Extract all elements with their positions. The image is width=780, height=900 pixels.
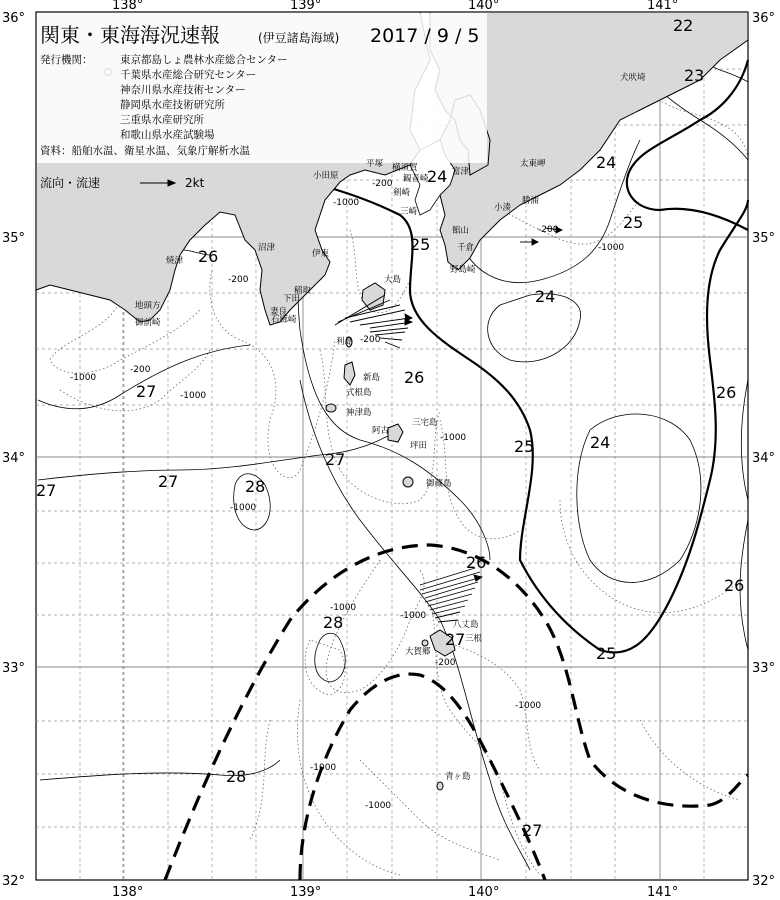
isotherm-label-26: 26	[466, 553, 487, 572]
data-sources: 資料：船舶水温、衛星水温、気象庁解析水温	[40, 145, 250, 157]
place-ito: 伊東	[312, 249, 330, 259]
lat-label-right-34: 34°	[752, 451, 776, 466]
place-kominato: 小湊	[494, 203, 512, 213]
isotherm-label-27: 27	[158, 472, 179, 491]
place-mera: 妻良	[270, 307, 288, 317]
depth-label: -200	[228, 275, 249, 285]
place-shimoda: 下田	[283, 294, 301, 304]
isotherm-label-22: 22	[673, 16, 694, 35]
depth-label: -1000	[310, 763, 337, 773]
depth-label: -1000	[230, 503, 257, 513]
place-futtsu: 富津	[452, 167, 470, 177]
isotherm-label-26: 26	[724, 576, 745, 595]
lat-label-left-33: 33°	[2, 661, 26, 676]
depth-label: -1000	[598, 243, 625, 253]
publisher-2: 千葉県水産総合研究センター	[120, 69, 257, 81]
isotherm-label-27: 27	[36, 481, 57, 500]
place-yokosuka: 横須賀	[392, 163, 418, 173]
isotherm-label-24: 24	[596, 153, 617, 172]
depth-label: -1000	[365, 801, 392, 811]
place-katsuura: 勝浦	[522, 196, 540, 206]
depth-label: -200	[538, 225, 559, 235]
place-yaizu: 焼津	[166, 256, 184, 266]
isotherm-label-26: 26	[404, 368, 425, 387]
isotherm-label-27: 27	[136, 382, 157, 401]
publisher-3: 神奈川県水産技術センター	[120, 84, 246, 96]
lat-label-right-32: 32°	[752, 874, 776, 889]
current-legend-scale: 2kt	[185, 176, 205, 190]
place-nojimazaki: 野島崎	[450, 265, 476, 275]
map-title: 関東・東海海況速報	[40, 23, 220, 47]
place-hachijojima: 八丈島	[453, 620, 479, 630]
isotherm-label-27: 27	[445, 630, 466, 649]
place-mitsune: 三根	[465, 634, 483, 644]
isotherm-label-25: 25	[623, 213, 644, 232]
isotherm-label-25: 25	[514, 437, 535, 456]
isotherm-label-24: 24	[535, 287, 556, 306]
isotherm-label-28: 28	[323, 613, 344, 632]
isotherm-label-23: 23	[684, 66, 705, 85]
place-inatori: 稲取	[294, 286, 312, 296]
depth-label: -1000	[330, 603, 357, 613]
place-okago: 大賀郷	[405, 647, 431, 657]
depth-label: -200	[360, 335, 381, 345]
place-tateyama: 館山	[452, 226, 470, 236]
publisher-1: 東京都島しょ農林水産総合センター	[120, 54, 288, 66]
publisher-label: 発行機関：	[40, 54, 93, 66]
isotherm-label-24: 24	[427, 167, 448, 186]
current-legend-label: 流向・流速	[40, 176, 101, 190]
place-ako: 阿古	[372, 426, 390, 436]
depth-label: -1000	[180, 391, 207, 401]
place-inubosaki: 犬吠埼	[620, 73, 646, 83]
place-kannonzaki: 観音崎	[403, 174, 429, 184]
lat-label-left-36: 36°	[2, 11, 26, 26]
isotherm-label-26: 26	[716, 383, 737, 402]
depth-label: -1000	[333, 198, 360, 208]
depth-label: -1000	[440, 433, 467, 443]
lat-label-left-34: 34°	[2, 451, 26, 466]
place-taitomisaki: 太東岬	[520, 159, 546, 169]
lon-label-bottom-139: 139°	[290, 885, 322, 900]
lon-label-top-139: 139°	[290, 0, 322, 13]
isotherm-label-28: 28	[245, 477, 266, 496]
place-tsurugisaki: 剣崎	[393, 188, 411, 198]
map-subtitle: (伊豆諸島海域)	[258, 31, 340, 45]
depth-label: -1000	[70, 373, 97, 383]
isotherm-label-25: 25	[410, 235, 431, 254]
place-numazu: 沼津	[258, 243, 276, 253]
depth-label: -1000	[400, 611, 427, 621]
lon-label-top-140: 140°	[468, 0, 500, 13]
place-shikinejima: 式根島	[346, 388, 372, 398]
lat-label-left-32: 32°	[2, 874, 26, 889]
latitude-labels-left	[2, 11, 25, 889]
place-misaki: 三崎	[400, 207, 418, 217]
longitude-labels-bottom	[112, 885, 678, 900]
depth-label: -200	[372, 179, 393, 189]
place-tsubota: 坪田	[410, 441, 428, 451]
place-miyakejima: 三宅島	[412, 418, 438, 428]
longitude-labels-top	[112, 0, 678, 13]
place-toshima: 利島	[336, 337, 354, 347]
isotherm-label-25: 25	[596, 644, 617, 663]
place-aogashima: 青ヶ島	[445, 772, 471, 782]
place-oshima: 大島	[384, 275, 402, 285]
isotherm-label-27: 27	[522, 821, 543, 840]
isotherm-label-27: 27	[325, 450, 346, 469]
isotherm-label-28: 28	[226, 767, 247, 786]
lon-label-bottom-141: 141°	[647, 885, 679, 900]
publisher-5: 三重県水産研究所	[120, 114, 204, 126]
lat-label-right-36: 36°	[752, 11, 776, 26]
place-niijima: 新島	[363, 373, 381, 383]
place-irozaki: 石廊崎	[271, 315, 297, 325]
map-date: 2017 / 9 / 5	[370, 25, 480, 47]
latitude-labels-right	[752, 11, 775, 889]
lon-label-top-138: 138°	[112, 0, 144, 13]
lat-label-left-35: 35°	[2, 231, 26, 246]
place-chikyu: 地頭方	[135, 301, 161, 311]
place-hiratsuka: 平塚	[366, 159, 384, 169]
lon-label-top-141: 141°	[647, 0, 679, 13]
publisher-6: 和歌山県水産試験場	[120, 129, 215, 141]
place-kozushima: 神津島	[346, 408, 372, 418]
publisher-4: 静岡県水産技術研究所	[120, 99, 225, 111]
lat-label-right-35: 35°	[752, 231, 776, 246]
lat-label-right-33: 33°	[752, 661, 776, 676]
isotherm-label-26: 26	[198, 247, 219, 266]
lon-label-bottom-138: 138°	[112, 885, 144, 900]
depth-label: -1000	[515, 701, 542, 711]
lon-label-bottom-140: 140°	[468, 885, 500, 900]
isotherm-label-24: 24	[590, 433, 611, 452]
place-omaezaki: 御前崎	[135, 318, 161, 328]
depth-label: -200	[130, 365, 151, 375]
place-odawara: 小田原	[313, 171, 339, 181]
depth-label: -200	[435, 658, 456, 668]
place-mikurajima: 御蔵島	[426, 479, 452, 489]
place-chikura: 千倉	[457, 243, 475, 253]
